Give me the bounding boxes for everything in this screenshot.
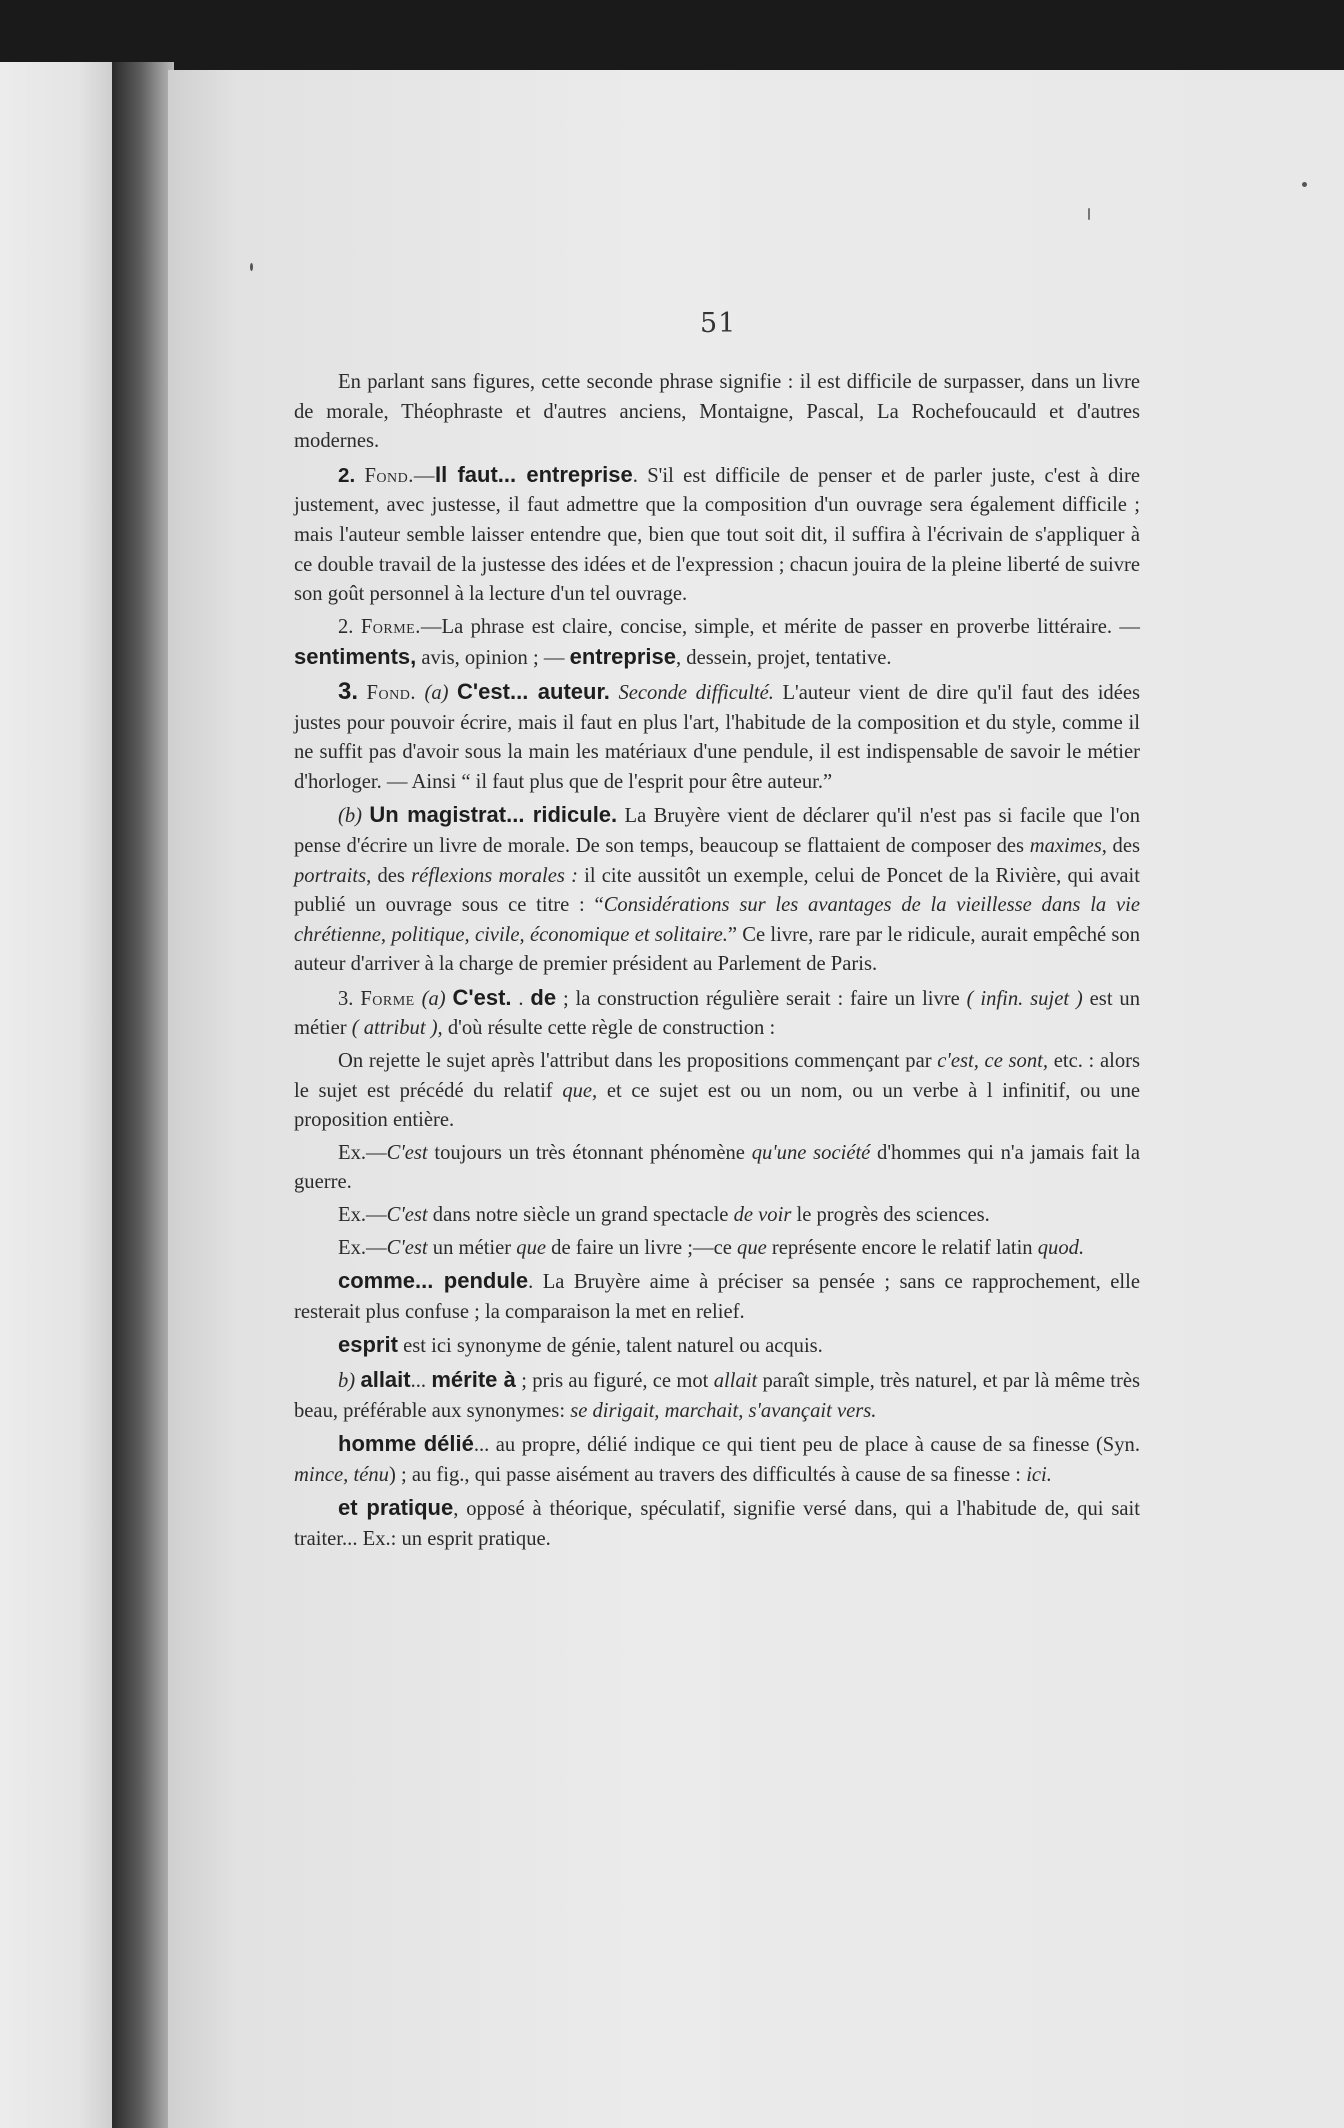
paragraph: 3. Forme (a) C'est. . de ; la construction régulière serait : faire un livre ( infin. sujet ) est un métier ( attribut ), d'où résulte cette règle de construction : bbox=[294, 984, 1140, 1040]
example: Ex.—C'est dans notre siècle un grand spectacle de voir le progrès des sciences. bbox=[338, 1204, 990, 1227]
paragraph: et pratique, opposé à théorique, spéculatif, signifie versé dans, qui a l'habitude de, qui sait traiter... Ex.: un esprit pratique. bbox=[294, 1495, 1140, 1550]
paragraph: (b) Un magistrat... ridicule. La Bruyère vient de déclarer qu'il n'est pas si facile que l'on pense d'écrire un livre de morale. De son temps, beaucoup se flattaient de composer des maximes, des portraits, des réflexions morales : il cite aussitôt un exemple, celui de Poncet de la Rivière, qui avait publié un ouvrage sous ce titre : “Considérations sur les avantages de la vieillesse dans la vie chrétienne, politique, civile, économique et solitaire.” Ce livre, rare par le ridicule, aurait empêché son auteur d'arriver à la charge de premier président au Parlement de Paris. bbox=[294, 802, 1141, 976]
example: Ex.—C'est un métier que de faire un livre ;—ce que représente encore le relatif latin quod. bbox=[338, 1236, 1085, 1259]
page-body bbox=[294, 368, 1140, 1558]
facing-page-edge bbox=[0, 62, 112, 2128]
paragraph: comme... pendule. La Bruyère aime à préciser sa pensée ; sans ce rapprochement, elle resterait plus confuse ; la comparaison la met en relief. bbox=[294, 1268, 1140, 1323]
paragraph: On rejette le sujet après l'attribut dans les propositions commençant par c'est, ce sont, etc. : alors le sujet est précédé du relatif que, et ce sujet est ou un nom, ou un verbe à l infinitif, ou une proposition entière. bbox=[294, 1050, 1141, 1132]
example: Ex.—C'est toujours un très étonnant phénomène qu'une société d'hommes qui n'a jamais fait la guerre. bbox=[294, 1141, 1140, 1194]
paragraph: 2. Fond.—Il faut... entreprise. S'il est difficile de penser et de parler juste, c'est à dire justement, avec justesse, il faut admettre que la composition d'un ouvrage sera également difficile ; mais l'auteur semble laisser entendre que, bien que tout soit dit, il suffira à l'écrivain de s'appliquer à ce double travail de la justesse des idées et de l'expression ; chacun jouira de la pleine liberté de suivre son goût personnel à la lecture d'un tel ouvrage. bbox=[294, 461, 1140, 606]
paragraph: En parlant sans figures, cette seconde phrase signifie : il est difficile de surpasser, dans un livre de morale, Théophraste et d'autres anciens, Montaigne, Pascal, La Rochefoucauld et d'autres modernes. bbox=[294, 371, 1140, 453]
paper-speck bbox=[1088, 208, 1090, 220]
paragraph: b) allait... mérite à ; pris au figuré, ce mot allait paraît simple, très naturel, et par là même très beau, préférable aux synonymes: se dirigait, marchait, s'avançait vers. bbox=[294, 1367, 1140, 1422]
page-number: 51 bbox=[700, 308, 737, 339]
paper-speck bbox=[1302, 182, 1307, 187]
paragraph: homme délié... au propre, délié indique ce qui tient peu de place à cause de sa finesse (Syn. mince, ténu) ; au fig., qui passe aisément au travers des difficultés à cause de sa finesse : ici. bbox=[294, 1431, 1140, 1486]
paragraph: 2. Forme.—La phrase est claire, concise, simple, et mérite de passer en proverbe littéraire. — sentiments, avis, opinion ; — entreprise, dessein, projet, tentative. bbox=[294, 615, 1140, 670]
book-gutter bbox=[112, 62, 174, 2128]
paragraph: esprit est ici synonyme de génie, talent naturel ou acquis. bbox=[338, 1332, 823, 1358]
paragraph: 3. Fond. (a) C'est... auteur. Seconde difficulté. L'auteur vient de dire qu'il faut des idées justes pour pouvoir écrire, mais il faut en plus l'art, l'habitude de la composition et du style, comme il ne suffit pas d'avoir sous la main les matériaux d'une pendule, il est indispensable de savoir le métier d'horloger. — Ainsi “ il faut plus que de l'esprit pour être auteur.” bbox=[294, 677, 1141, 793]
paper-speck bbox=[250, 263, 253, 271]
